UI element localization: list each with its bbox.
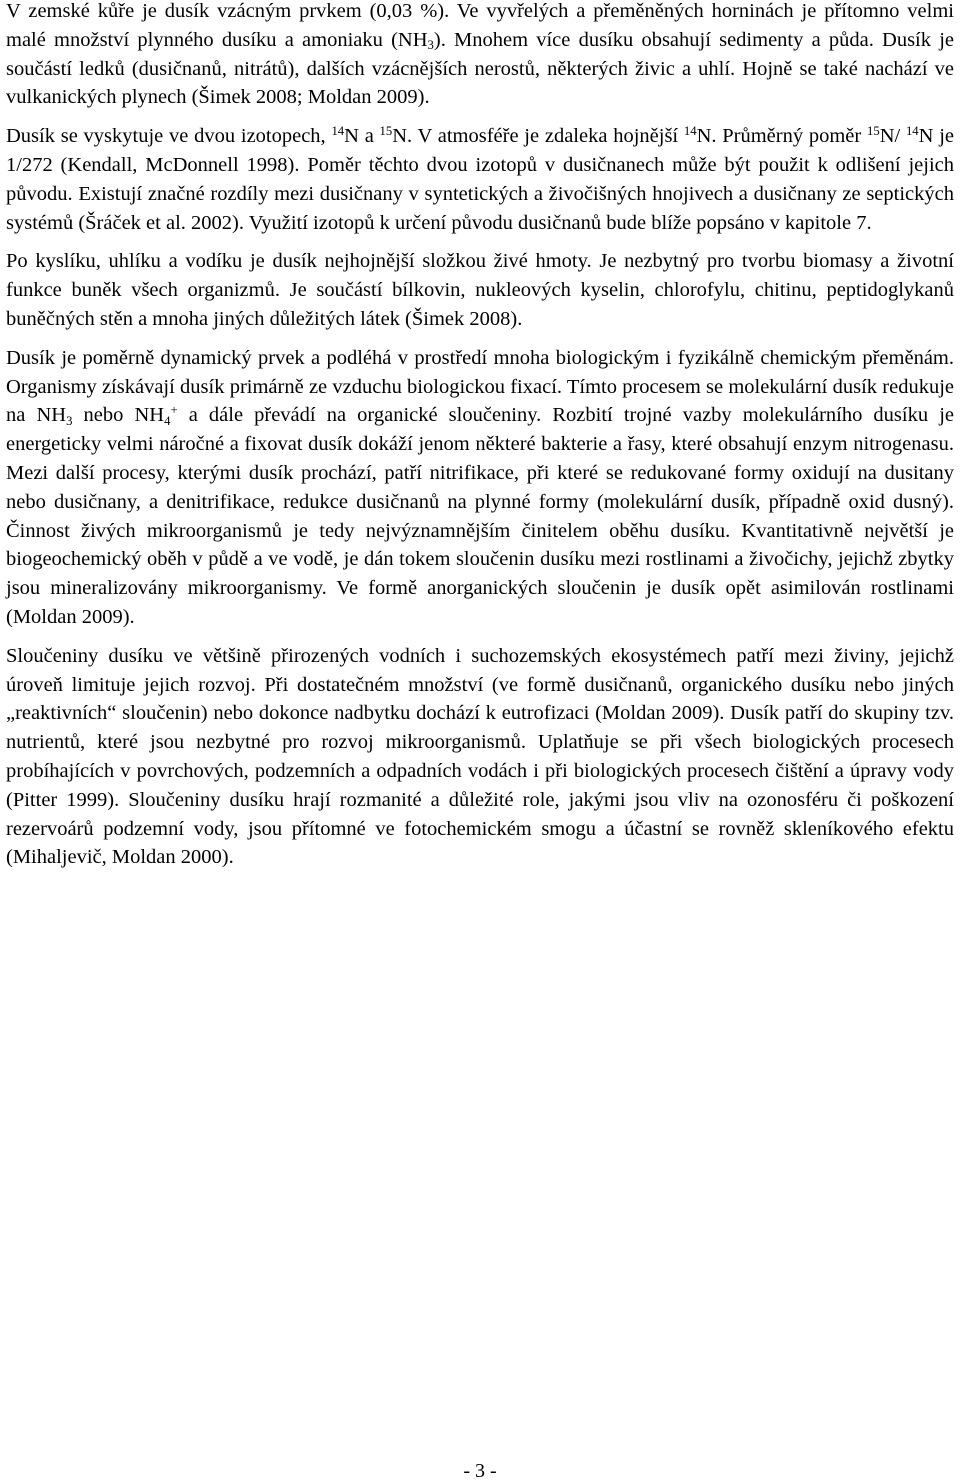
text-run: Dusík je poměrně dynamický prvek a podléhá v prostředí mnoha biologickým i fyzikálně chemickým přeměnám. Organismy získávají dusík primárně ze vzduchu biologickou fixací. Tímto procesem se molekulární dusík redukuje na NH [6, 346, 954, 427]
text-run: V zemské kůře je dusík vzácným prvkem (0,03 %). Ve vyvřelých a přeměněných horninách je přítomno velmi malé množství plynného dusíku a amoniaku (NH [6, 0, 954, 51]
subscript: 3 [427, 37, 434, 52]
text-run: Po kyslíku, uhlíku a vodíku je dusík nejhojnější složkou živé hmoty. Je nezbytný pro tvorbu biomasy a životní funkce buněk všech organizmů. Je součástí bílkovin, nukleových kyselin, chlorofylu, chitinu, peptidoglykanů buněčných stěn a mnoha jiných důležitých látek (Šimek 2008). [6, 250, 954, 330]
paragraph [6, 122, 954, 237]
paragraph [6, 344, 954, 632]
text-run: ). Mnohem více dusíku obsahují sedimenty a půda. Dusík je součástí ledků (dusičnanů, nitrátů), dalších vzácnějších nerostů, některých živic a uhlí. Hojně se také nachází ve vulkanických plynech (Šimek 2008; Moldan 2009). [6, 28, 954, 109]
paragraph [6, 642, 954, 872]
subscript: 4 [164, 413, 171, 428]
superscript: 14 [331, 124, 345, 139]
text-run: N a [344, 125, 380, 148]
text-run: N/ [879, 125, 906, 148]
text-run: N je 1/272 (Kendall, McDonnell 1998). Poměr těchto dvou izotopů v dusičnanech může být použit k odlišení jejich původu. Existují značné rozdíly mezi dusičnany v syntetických a živočišných hnojivech a dusičnany ze septických systémů (Šráček et al. 2002). Využití izotopů k určení původu dusičnanů bude blíže popsáno v kapitole 7. [6, 125, 954, 234]
subscript: 3 [66, 413, 73, 428]
paragraph [6, 247, 954, 333]
text-run: a dále převádí na organické sloučeniny. Rozbití trojné vazby molekulárního dusíku je energeticky velmi náročné a fixovat dusík dokáží jenom některé bakterie a řasy, které obsahují enzym nitrogenasu. Mezi další procesy, kterými dusík prochází, patří nitrifikace, při které se redukované formy oxidují na dusitany nebo dusičnany, a denitrifikace, redukce dusičnanů na plynné formy (molekulární dusík, případně oxid dusný). Činnost živých mikroorganismů je tedy nejvýznamnějším činitelem oběhu dusíku. Kvantitativně největší je biogeochemický oběh v půdě a ve vodě, je dán tokem sloučenin dusíku mezi rostlinami a živočichy, jejichž zbytky jsou mineralizovány mikroorganismy. Ve formě anorganických sloučenin je dusík opět asimilován rostlinami (Moldan 2009). [6, 404, 954, 628]
superscript: 15 [379, 124, 393, 139]
text-run: N. Průměrný poměr [696, 125, 867, 148]
text-run: N. V atmosféře je zdaleka hojnější [392, 125, 684, 148]
paragraph [6, 0, 954, 112]
superscript: 15 [866, 124, 880, 139]
body-text [6, 0, 954, 872]
superscript: 14 [905, 124, 919, 139]
text-run: nebo NH [72, 404, 165, 427]
text-run: Sloučeniny dusíku ve většině přirozených vodních i suchozemských ekosystémech patří mezi živiny, jejichž úroveň limituje jejich rozvoj. Při dostatečném množství (ve formě dusičnanů, organického dusíku nebo jiných „reaktivních“ sloučenin) nebo dokonce nadbytku dochází k eutrofizaci (Moldan 2009). Dusík patří do skupiny tzv. nutrientů, které jsou nezbytné pro rozvoj mikroorganismů. Uplatňuje se při všech biologických procesech probíhajících v povrchových, podzemních a odpadních vodách i při biologických procesech čištění a úpravy vody (Pitter 1999). Sloučeniny dusíku hrají rozmanité a důležité role, jakými jsou vliv na ozonosféru či poškození rezervoárů podzemní vody, jsou přítomné ve fotochemickém smogu a účastní se rovněž skleníkového efektu (Mihaljevič, Moldan 2000). [6, 644, 954, 869]
superscript: 14 [683, 124, 697, 139]
page-number: - 3 - [463, 1460, 497, 1482]
superscript: + [170, 403, 178, 418]
text-run: Dusík se vyskytuje ve dvou izotopech, [6, 125, 332, 148]
